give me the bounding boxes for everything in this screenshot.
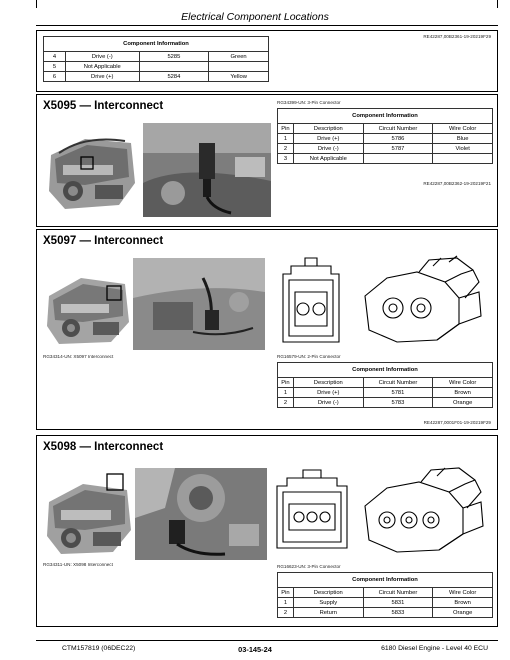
table-row — [278, 388, 493, 398]
table-header: Component Information — [278, 573, 493, 588]
x5098-component-table — [277, 572, 493, 618]
connector-caption: RG16579-UN: 2-Pin Connector — [277, 354, 341, 359]
column-header-pin: Pin — [278, 378, 294, 388]
engine-location-photo — [45, 260, 131, 348]
engine-location-photo — [45, 468, 133, 558]
column-header-circuit: Circuit Number — [363, 378, 433, 388]
circuit-cell: 5831 — [363, 598, 433, 608]
column-header-pin: Pin — [278, 124, 294, 134]
top-component-table — [43, 36, 269, 82]
column-header-wire-color: Wire Color — [433, 378, 493, 388]
connector-closeup-photo — [135, 468, 267, 560]
page-title: Electrical Component Locations — [181, 11, 329, 23]
pin-cell: 1 — [278, 598, 294, 608]
x5098-section — [36, 435, 498, 627]
wire-color-cell: Green — [209, 52, 269, 62]
connector-diagram — [269, 252, 493, 356]
description-cell: Drive (+) — [293, 388, 363, 398]
pin-cell: 1 — [278, 388, 294, 398]
pin-cell: 2 — [278, 144, 294, 154]
x5097-section — [36, 229, 498, 430]
column-header-pin: Pin — [278, 588, 294, 598]
title-rule — [36, 25, 498, 26]
description-cell: Drive (+) — [65, 72, 139, 82]
circuit-cell: 5285 — [139, 52, 209, 62]
column-header-circuit: Circuit Number — [363, 124, 433, 134]
pin-cell: 3 — [278, 154, 294, 164]
section-heading: X5097 — Interconnect — [43, 235, 164, 247]
frame-line-left — [36, 0, 37, 8]
column-header-circuit: Circuit Number — [363, 588, 433, 598]
connector-caption: RG34399-UN: 3-Pin Connector — [277, 100, 341, 105]
description-cell: Supply — [293, 598, 363, 608]
column-header-description: Description — [293, 588, 363, 598]
wire-color-cell: Brown — [433, 598, 493, 608]
description-cell: Not Applicable — [65, 62, 139, 72]
top-table-section — [36, 30, 498, 92]
reference-code: RE42287,00B2362-19-20219F21 — [423, 181, 491, 186]
connector-caption: RG16623-UN: 3-Pin Connector — [277, 564, 341, 569]
circuit-cell — [363, 154, 433, 164]
description-cell: Drive (-) — [293, 144, 363, 154]
engine-location-photo — [45, 125, 139, 215]
x5095-section — [36, 94, 498, 227]
circuit-cell: 5783 — [363, 398, 433, 408]
image-caption: RG34311-UN: X5098 Interconnect — [43, 562, 113, 567]
connector-diagram — [269, 462, 493, 562]
circuit-cell: 5781 — [363, 388, 433, 398]
circuit-cell: 5833 — [363, 608, 433, 618]
circuit-cell: 5786 — [363, 134, 433, 144]
wire-color-cell: Violet — [433, 144, 493, 154]
description-cell: Drive (-) — [293, 398, 363, 408]
section-heading: X5095 — Interconnect — [43, 100, 164, 112]
circuit-cell: 5284 — [139, 72, 209, 82]
wire-color-cell — [209, 62, 269, 72]
wire-color-cell: Orange — [433, 608, 493, 618]
table-header: Component Information — [44, 37, 269, 52]
wire-color-cell: Blue — [433, 134, 493, 144]
wire-color-cell: Orange — [433, 398, 493, 408]
table-row — [44, 72, 269, 82]
table-header-row — [278, 378, 493, 388]
column-header-wire-color: Wire Color — [433, 124, 493, 134]
table-row — [278, 608, 493, 618]
section-heading: X5098 — Interconnect — [43, 441, 164, 453]
circuit-cell — [139, 62, 209, 72]
pin-cell: 5 — [44, 62, 66, 72]
frame-line-right — [497, 0, 498, 8]
table-row — [278, 144, 493, 154]
pin-cell: 4 — [44, 52, 66, 62]
description-cell: Drive (+) — [293, 134, 363, 144]
table-row — [278, 598, 493, 608]
table-header-row — [278, 588, 493, 598]
description-cell: Drive (-) — [65, 52, 139, 62]
table-row — [278, 134, 493, 144]
table-row — [278, 154, 493, 164]
connector-closeup-photo — [133, 258, 265, 350]
table-row — [278, 398, 493, 408]
pin-cell: 2 — [278, 398, 294, 408]
wire-color-cell: Brown — [433, 388, 493, 398]
pin-cell: 6 — [44, 72, 66, 82]
x5097-component-table — [277, 362, 493, 408]
table-row — [44, 52, 269, 62]
document-id: CTM157819 (06DEC22) — [62, 645, 136, 652]
pin-cell: 2 — [278, 608, 294, 618]
connector-closeup-photo — [143, 123, 271, 217]
description-cell: Not Applicable — [293, 154, 363, 164]
image-caption: RG34314-UN: X5097 Interconnect — [43, 354, 114, 359]
page-number: 03-145-24 — [238, 645, 272, 654]
table-row — [44, 62, 269, 72]
table-header-row — [278, 124, 493, 134]
x5095-component-table — [277, 108, 493, 164]
pin-cell: 1 — [278, 134, 294, 144]
wire-color-cell — [433, 154, 493, 164]
column-header-description: Description — [293, 378, 363, 388]
wire-color-cell: Yellow — [209, 72, 269, 82]
table-header: Component Information — [278, 363, 493, 378]
description-cell: Return — [293, 608, 363, 618]
circuit-cell: 5787 — [363, 144, 433, 154]
footer-rule — [36, 640, 498, 641]
document-section-title: 6180 Diesel Engine - Level 40 ECU — [381, 645, 488, 652]
table-header: Component Information — [278, 109, 493, 124]
reference-code: RE42287,00B2361-19-20219F29 — [423, 34, 491, 39]
reference-code: RE42287,0001F01-19-20219F29 — [423, 420, 491, 425]
column-header-description: Description — [293, 124, 363, 134]
column-header-wire-color: Wire Color — [433, 588, 493, 598]
